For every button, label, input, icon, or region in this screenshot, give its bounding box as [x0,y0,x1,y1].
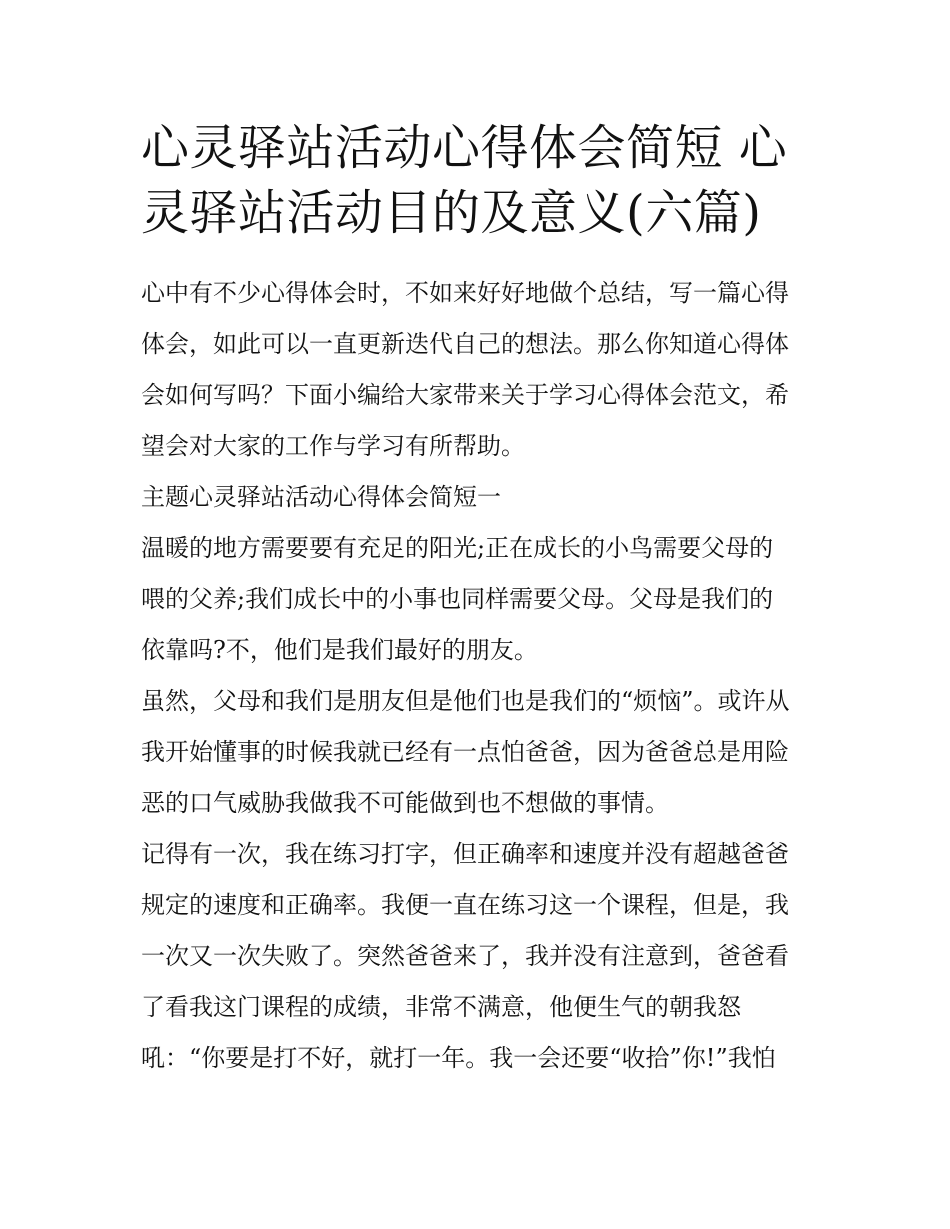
text-line: 喂的父养;我们成长中的小事也同样需要父母。父母是我们的 [141,585,774,613]
text-line: 会如何写吗？下面小编给大家带来关于学习心得体会范文，希 [141,381,789,409]
text-line: 规定的速度和正确率。我便一直在练习这一个课程，但是，我 [141,891,789,919]
intro-paragraph [141,268,813,472]
body-paragraph [141,829,813,1084]
text-line: 一次又一次失败了。突然爸爸来了，我并没有注意到，爸爸看 [141,942,789,970]
text-line: 望会对大家的工作与学习有所帮助。 [141,432,525,460]
body-paragraph [141,676,813,829]
text-line: 心中有不少心得体会时，不如来好好地做个总结，写一篇心得 [141,279,789,307]
document-body [141,116,813,1084]
text-line: 依靠吗?不，他们是我们最好的朋友。 [141,636,538,664]
document-title [141,116,813,246]
text-line: 恶的口气威胁我做我不可能做到也不想做的事情。 [141,789,669,817]
section-heading [141,472,813,523]
title-line: 心灵驿站活动心得体会简短 心 [141,120,788,176]
text-line: 温暖的地方需要要有充足的阳光;正在成长的小鸟需要父母的 [141,534,774,562]
text-line: 体会，如此可以一直更新迭代自己的想法。那么你知道心得体 [141,330,789,358]
text-line: 记得有一次，我在练习打字，但正确率和速度并没有超越爸爸 [141,840,789,868]
text-line: 主题心灵驿站活动心得体会简短一 [141,483,501,511]
body-paragraph [141,523,813,676]
text-line: 虽然，父母和我们是朋友但是他们也是我们的“烦恼”。或许从 [141,687,790,715]
title-line: 灵驿站活动目的及意义(六篇) [141,185,762,241]
text-line: 了看我这门课程的成绩，非常不满意，他便生气的朝我怒 [141,993,741,1021]
text-line: 我开始懂事的时候我就已经有一点怕爸爸，因为爸爸总是用险 [141,738,789,766]
text-line: 吼：“你要是打不好，就打一年。我一会还要“收拾”你!”我怕 [141,1044,776,1072]
